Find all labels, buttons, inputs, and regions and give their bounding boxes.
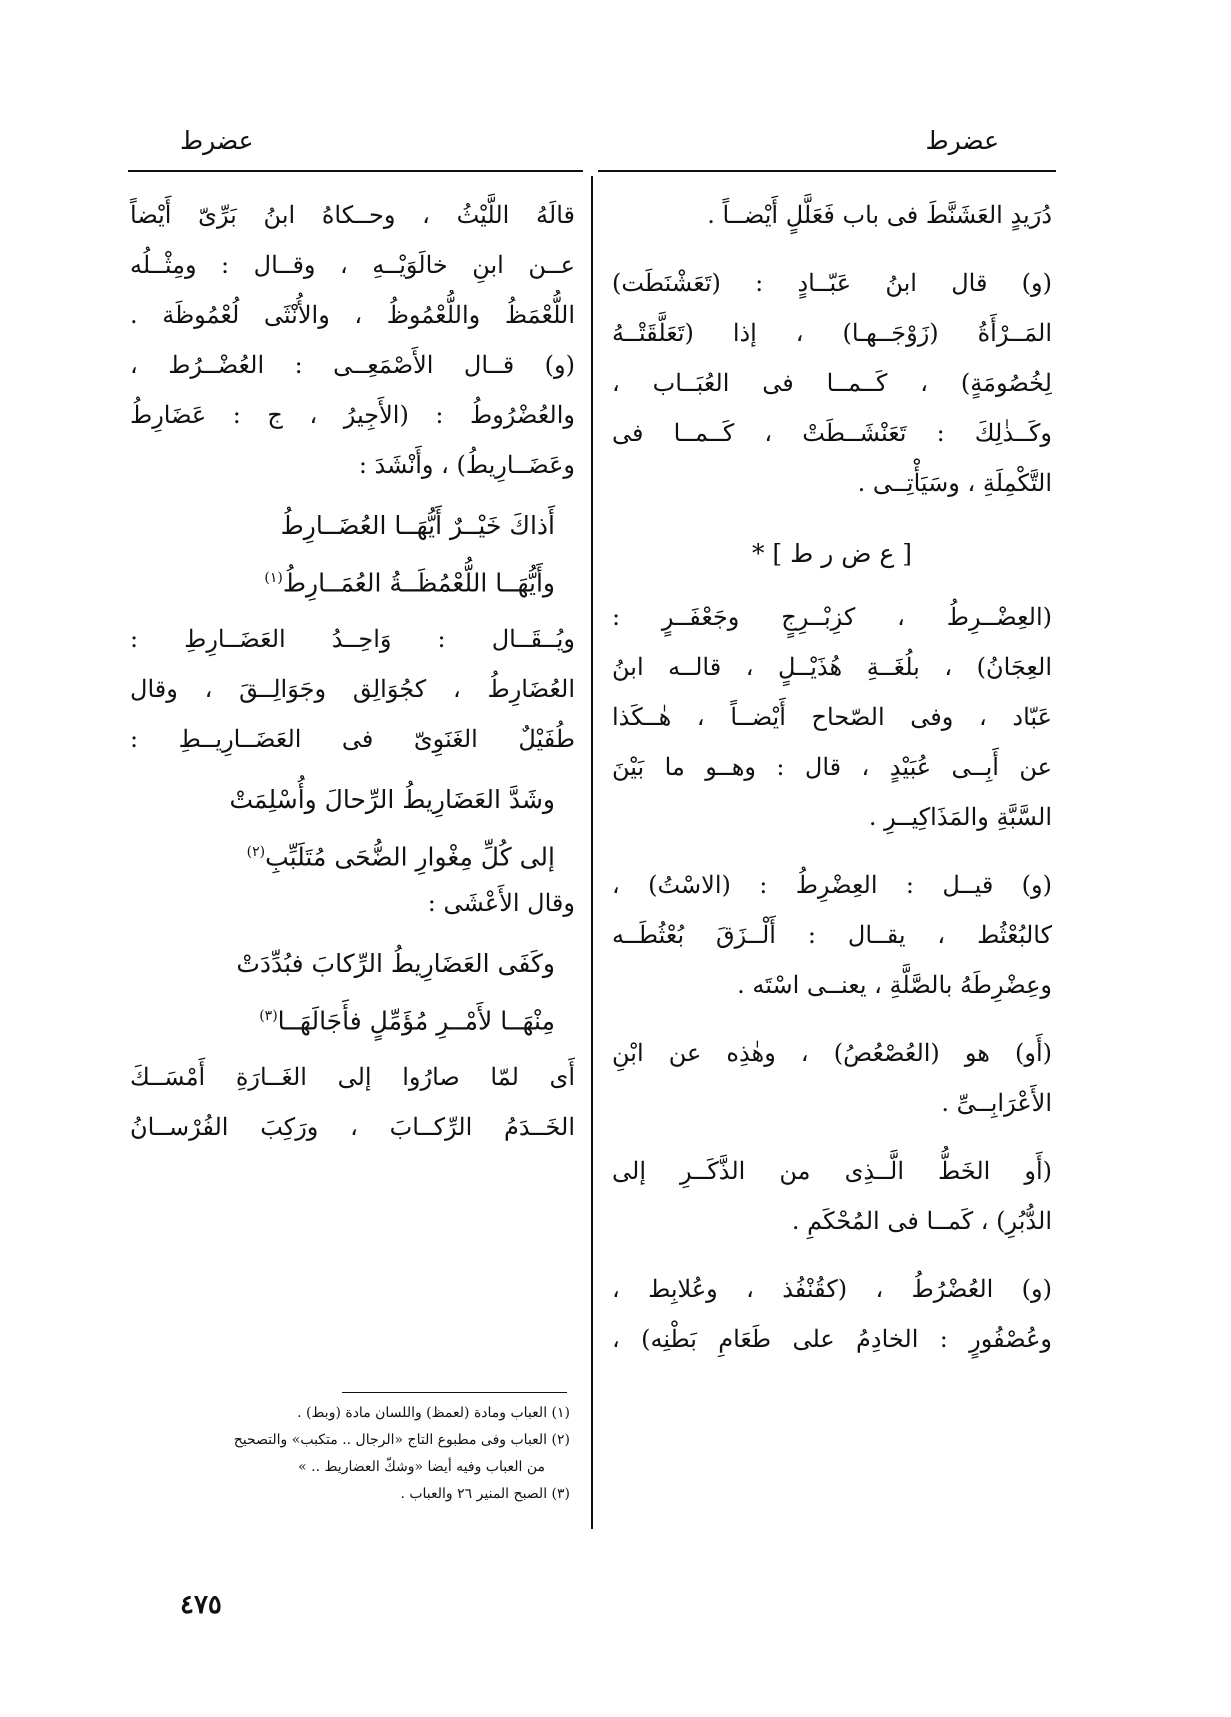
paragraph-gap — [612, 842, 1052, 860]
verse-line — [130, 938, 575, 990]
text-line: (و) قال ابنُ عَبّــادٍ : (تَعَشْنَطَت) — [612, 269, 1052, 297]
text-line: وعَضَــارِيطُ) ، وأَنْشَدَ : — [358, 451, 575, 479]
running-head-left: عضرط — [180, 126, 254, 155]
footnote: (١) العباب ومادة (لعمظ) واللسان مادة (وبط) . — [297, 1405, 570, 1421]
paragraph-gap — [612, 240, 1052, 258]
text-line: (أَو الخَطُّ الَّــذِى من الذَّكَــرِ إلى — [612, 1157, 1052, 1185]
text-line: دُرَيدٍ العَشَنَّطَ فى باب فَعَلَّلٍ أَيْضــاً . — [707, 201, 1052, 229]
left-column — [130, 190, 575, 1152]
header-rule-right — [598, 170, 1056, 172]
footnote: من العباب وفيه أيضا «وشكّ العضاريط .. » — [298, 1459, 545, 1475]
text-line: ويُــقَــال : وَاحِــدُ العَضَــارِطِ : — [130, 625, 575, 653]
footnote-ref: (٢) — [246, 844, 266, 860]
footnote-rule — [342, 1392, 567, 1393]
text-line: كالبُعْثُط ، يقــال : أَلْــزَقَ بُعْثُطَــه — [612, 921, 1052, 949]
text-line: (و) العُضْرُطُ ، (كقُنْفُذ ، وعُلابِط ، — [612, 1275, 1052, 1303]
paragraph-gap — [612, 582, 1052, 592]
paragraph-gap — [612, 1010, 1052, 1028]
verse-text: وأَيُّهَــا اللُّعْمُظَــةُ العُمَــارِطُ — [282, 568, 555, 598]
paragraph-gap — [612, 508, 1052, 526]
verse-text: إلى كُلِّ مِغْوارِ الضُّحَى مُتَلَبِّبِ — [265, 842, 555, 872]
text-line: عَبّاد ، وفى الصّحاح أَيْضــاً ، هٰــكَذا — [612, 703, 1052, 731]
text-line: (أَو) هو (العُصْعُصُ) ، وهٰذِه عن ابْنِ — [612, 1039, 1052, 1067]
text-line: عــن ابنِ خالَوَيْــهِ ، وقــال : ومِثْــلُه — [130, 251, 575, 279]
header-rule-left — [128, 170, 583, 172]
text-line: أَى لمّا صارُوا إلى الغَــارَةِ أَمْسَــكَ — [130, 1063, 575, 1091]
text-line: وعُصْفُورٍ : الخادِمُ على طَعَامِ بَطْنِه) ، — [612, 1325, 1052, 1353]
verse-line — [130, 552, 575, 604]
text-line: العِجَانُ) ، بلُغَــةِ هُذَيْــلٍ ، قالــه ابنُ — [612, 653, 1052, 681]
right-column — [612, 190, 1052, 1364]
text-line: التَّكْمِلَةِ ، وسَيَأْتِــى . — [857, 469, 1052, 497]
text-line: وكَــذٰلِكَ : تَعَنْشَــطَتْ ، كَــمــا فى — [612, 419, 1052, 447]
text-line: (و) قــال الأَصْمَعِــى : العُضْــرُط ، — [130, 351, 575, 379]
verse-line — [130, 990, 575, 1042]
text-line: الأَعْرَابِــىِّ . — [941, 1089, 1052, 1117]
paragraph-gap — [130, 764, 575, 774]
paragraph-gap — [130, 928, 575, 938]
text-line: وعِضْرِطَهُ بالصَّلَّةِ ، يعنــى اسْتَه . — [737, 971, 1052, 999]
entry-heading: [ ع ض ر ط ] * — [751, 539, 913, 568]
footnote: (٣) الصبح المنير ٢٦ والعباب . — [400, 1486, 570, 1502]
text-line: المَــرْأَةُ (زَوْجَــهـا) ، إذا (تَعَلَّقَتْــهُ — [612, 319, 1052, 347]
verse-line — [130, 774, 575, 826]
text-line: السَّبَّةِ والمَذَاكِيــرِ . — [868, 803, 1052, 831]
paragraph-gap — [130, 490, 575, 500]
footnote-ref: (٣) — [259, 1008, 278, 1024]
paragraph-gap — [612, 1128, 1052, 1146]
footnote-ref: (١) — [264, 570, 283, 586]
text-line: عن أَبِــى عُبَيْدٍ ، قال : وهــو ما بَيْنَ — [612, 753, 1052, 781]
text-line: العُضَارِطُ ، كجُوَالِق وجَوَالِــقَ ، وقال — [130, 675, 575, 703]
text-line: الخَــدَمُ الرِّكــابَ ، ورَكِبَ الفُرْســانُ — [130, 1113, 575, 1141]
running-head-right: عضرط — [925, 126, 999, 155]
verse-text: أَذاكَ خَيْــرٌ أَيُّهَــا العُضَــارِطُ — [280, 511, 555, 540]
text-line: (العِضْــرِطُ ، كزِبْــرِجٍ وجَعْفَــرٍ : — [612, 603, 1052, 631]
text-line: والعُضْرُوطُ : (الأَجِيرُ ، ج : عَضَارِطُ — [130, 401, 575, 429]
paragraph-gap — [612, 1246, 1052, 1264]
text-line: قالَهُ اللَّيْثُ ، وحــكاهُ ابنُ بَرِّىّ أَيْضاً — [130, 201, 575, 229]
text-line: الدُّبُرِ) ، كَمــا فى المُحْكَمِ . — [791, 1207, 1052, 1235]
page-number: ٤٧٥ — [180, 1590, 222, 1620]
verse-line — [130, 826, 575, 878]
footnotes — [140, 1400, 570, 1508]
paragraph-gap — [130, 1042, 575, 1052]
column-divider — [591, 176, 593, 1529]
text-line: (و) قيــل : العِضْرِطُ : (الاسْتُ) ، — [612, 871, 1052, 899]
verse-text: وكَفَى العَضَارِيطُ الرِّكابَ فبُدِّدَتْ — [236, 949, 555, 978]
paragraph-gap — [130, 604, 575, 614]
verse-line — [130, 500, 575, 552]
text-line: اللُّعْمَظُ واللُّعْمُوظُ ، والأُنْثَى لُعْمُوظَة . — [130, 301, 575, 329]
text-line: وقال الأَعْشَى : — [427, 889, 575, 917]
footnote: (٢) العباب وفى مطبوع التاج «الرجال .. متكبب» والتصحيح — [233, 1432, 570, 1448]
text-line: طُفَيْلٌ الغَنَوِىّ فى العَضَــارِيــطِ : — [130, 725, 575, 753]
text-line: لِخُصُومَةٍ) ، كَــمــا فى العُبَــاب ، — [612, 369, 1052, 397]
verse-text: وشَدَّ العَضَارِيطُ الرِّحالَ وأُسْلِمَتْ — [229, 785, 555, 814]
verse-text: مِنْهَــا لأَمْــرِ مُؤَمِّلٍ فأَجَالَهَــا — [277, 1006, 555, 1036]
